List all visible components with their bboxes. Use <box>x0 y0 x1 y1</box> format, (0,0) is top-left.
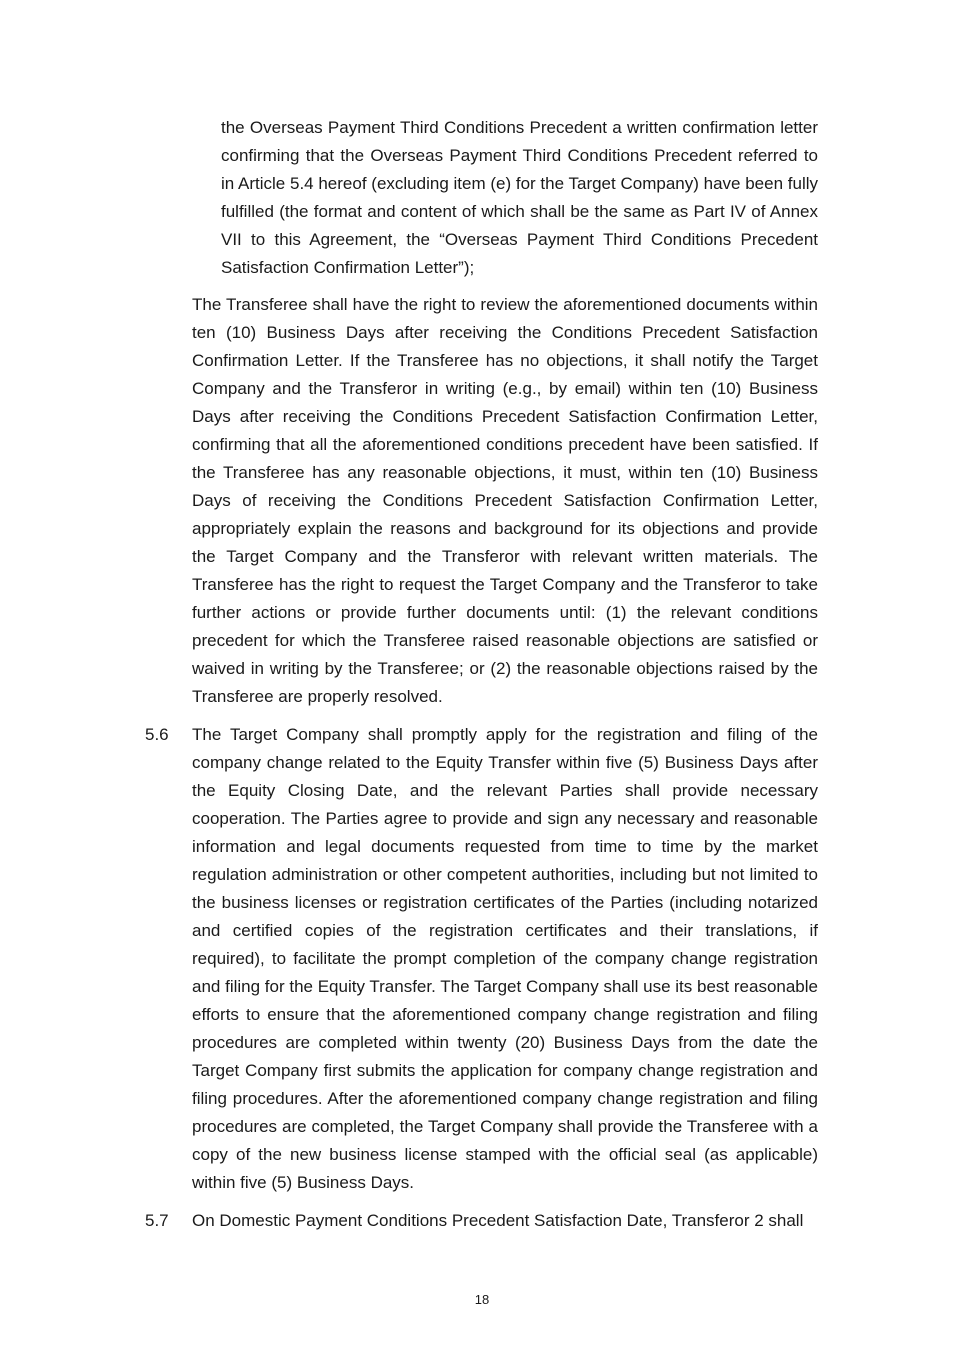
clause-number: 5.6 <box>145 725 169 744</box>
page-number: 18 <box>474 1292 490 1307</box>
clause-text: On Domestic Payment Conditions Precedent Satisfaction Date, Transferor 2 shall <box>192 1211 804 1230</box>
continuation-item: the Overseas Payment Third Conditions Precedent a written confirmation letter confirming that the Overseas Payment Third Conditions Precedent referred to in Article 5.4 hereof (excluding item (e) for the Target Company) have been fully fulfilled (the format and content of which shall be the same as Part IV of Annex VII to this Agreement, the “Overseas Payment Third Conditions Precedent Satisfaction Confirmation Letter”); <box>221 118 818 277</box>
review-paragraph: The Transferee shall have the right to review the aforementioned documents within ten (10) Business Days after receiving the Conditions Precedent Satisfaction Confirmation Letter. If the Transferee has no objections, it shall notify the Target Company and the Transferor in writing (e.g., by email) within ten (10) Business Days after receiving the Conditions Precedent Satisfaction Confirmation Letter, confirming that all the aforementioned conditions precedent have been satisfied. If the Transferee has any reasonable objections, it must, within ten (10) Business Days of receiving the Conditions Precedent Satisfaction Confirmation Letter, appropriately explain the reasons and background for its objections and provide the Target Company and the Transferor with relevant written materials. The Transferee has the right to request the Target Company and the Transferor to take further actions or provide further documents until: (1) the relevant conditions precedent for which the Transferee raised reasonable objections are satisfied or waived in writing by the Transferee; or (2) the reasonable objections raised by the Transferee are properly resolved. <box>192 295 818 706</box>
clause-number: 5.7 <box>145 1211 169 1230</box>
clause-text: The Target Company shall promptly apply for the registration and filing of the company change related to the Equity Transfer within five (5) Business Days after the Equity Closing Date, and the relevant Parties shall provide necessary cooperation. The Parties agree to provide and sign any necessary and reasonable information and legal documents requested from time to time by the market regulation administration or other competent authorities, including but not limited to the business licenses or registration certificates of the Parties (including notarized and certified copies of the registration certificates and their translations, if required), to facilitate the prompt completion of the company change registration and filing for the Equity Transfer. The Target Company shall use its best reasonable efforts to ensure that the aforementioned company change registration and filing procedures are completed within twenty (20) Business Days from the date the Target Company first submits the application for company change registration and filing procedures. After the aforementioned company change registration and filing procedures are completed, the Target Company shall provide the Transferee with a copy of the new business license stamped with the official seal (as applicable) within five (5) Business Days. <box>192 725 818 1192</box>
